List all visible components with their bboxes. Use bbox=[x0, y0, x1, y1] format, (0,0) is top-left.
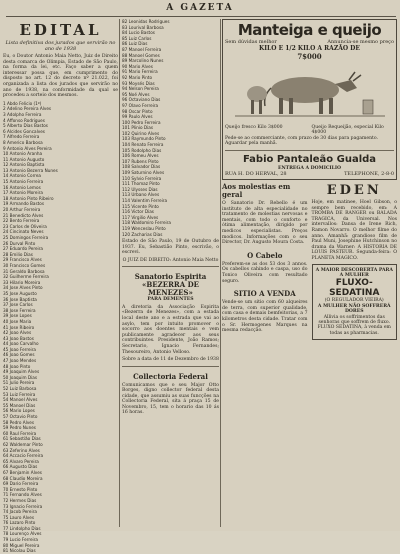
juror-entry: 84 Lucio Bastos bbox=[122, 30, 155, 36]
juror-entry: 70 Ernesto Pinto bbox=[3, 486, 38, 492]
juror-entry: 78 Lourenço Alves bbox=[3, 531, 42, 537]
juror-entry: 111 Thomaz Pinto bbox=[122, 181, 160, 187]
juror-entry: 55 Manoel Dias bbox=[3, 402, 36, 408]
juror-entry: 30 Francisco Gomes bbox=[3, 262, 46, 268]
column-divider bbox=[220, 19, 221, 527]
juror-entry: 87 Manoel Ferreira bbox=[122, 46, 162, 52]
juror-entry: 117 Virgilio Alves bbox=[122, 214, 159, 220]
juror-entry: 82 Leonidas Rodrigues bbox=[122, 19, 170, 24]
juror-entry: 120 Zacharias Dias bbox=[122, 231, 163, 237]
juror-entry: 95 Noé Alves bbox=[122, 91, 150, 97]
cow-illustration-icon bbox=[235, 62, 385, 124]
juror-entry: 19 Armando Bastos bbox=[3, 201, 45, 207]
juror-entry: 32 Guilherme Ferreira bbox=[3, 274, 49, 280]
juror-entry: 60 Raul Ferreira bbox=[3, 430, 37, 436]
juror-entry: 25 Domingos Ferreira bbox=[3, 235, 49, 240]
juror-entry: 46 Joao Gomes bbox=[3, 352, 35, 358]
price-item-name: Queijo Requeijão, especial bbox=[311, 125, 374, 130]
juror-entry: 57 Octavio Pinto bbox=[3, 414, 38, 419]
juror-entry: 93 Moysés Dias bbox=[122, 80, 155, 86]
juror-entry: 11 Antonio Augusto bbox=[3, 156, 45, 162]
juror-entry: 68 Claudio Moreira bbox=[3, 475, 43, 481]
juror-entry: 53 Luiz Ferreira bbox=[3, 391, 36, 397]
price-item-name: Queijo fresco bbox=[225, 125, 256, 130]
juror-entry: 47 Joao Mendes bbox=[3, 358, 37, 364]
juror-entry: 58 Pedro Alves bbox=[3, 419, 35, 425]
flux-ad bbox=[312, 264, 398, 341]
edital-closing: Estado de São Paulo, 19 de Outubro de 1937. Eu, Sebastião Pinto, escrivão, o escrevi. bbox=[122, 239, 219, 256]
juror-entry: 45 Joao Ferreira bbox=[3, 346, 36, 352]
shop-address: RUA H. DO HERVAL, 28 bbox=[225, 171, 287, 178]
juror-list-left bbox=[3, 101, 118, 554]
juror-entry: 112 Ulysses Dias bbox=[122, 186, 158, 192]
manteiga-ad bbox=[222, 19, 397, 180]
price-item-unit: Kilo bbox=[374, 125, 384, 130]
juror-entry: 22 Bento Ferreira bbox=[3, 218, 40, 224]
juror-entry: 16 Antonio Lemos bbox=[3, 184, 41, 190]
juror-entry: 79 Lucio Ferreira bbox=[3, 537, 38, 543]
juror-entry: 110 Sylvio Ferreira bbox=[122, 175, 162, 181]
price-item-unit: Kilo bbox=[257, 125, 267, 130]
juror-entry: 113 Urbano Alves bbox=[122, 192, 160, 198]
juror-entry: 75 Lauro Alves bbox=[3, 514, 34, 520]
juror-entry: 14 Antonio Correa bbox=[3, 173, 41, 179]
juror-entry: 109 Saturnino Alves bbox=[122, 170, 165, 176]
juror-entry: 89 Marcolino Nunes bbox=[122, 58, 164, 64]
juror-entry: 10 Antonio Aranha bbox=[3, 151, 43, 157]
juror-entry: 98 Oscar Pinto bbox=[122, 108, 153, 114]
juror-entry: 61 Sebastião Dias bbox=[3, 436, 41, 442]
juror-entry: 119 Wenceslau Pinto bbox=[122, 225, 166, 231]
juror-entry: 4 Affonso Rodrigues bbox=[3, 117, 45, 123]
manteiga-price-list bbox=[225, 125, 394, 136]
eden-body: Hoje, em matinee, Hoel Gibson, o sempre bem recebido, em: A TROMBA DE RANGER ou BALADA TRAGICA, da Universal. Nos intervallos: Dansa de Irene Rich, Ramon Novarro. O melhor filme do anno. Amanhã: grandioso film de Paul Muni, Josephine Hutchinson no drama da Warner: A HISTORIA DE LOUIS PASTEUR. Segunda-feira: O PLANETA MAGICO. bbox=[311, 200, 397, 261]
juror-entry: 23 Carlos de Oliveira bbox=[3, 223, 47, 229]
juror-entry: 38 Jose Ferreira bbox=[3, 307, 36, 313]
divider bbox=[122, 366, 219, 367]
juror-entry: 76 Lazaro Pinto bbox=[3, 520, 36, 526]
juror-entry: 54 Manoel Alves bbox=[3, 397, 38, 403]
juror-entry: 91 Mario Ferreira bbox=[122, 69, 158, 75]
juror-entry: 80 Miguel Pereira bbox=[3, 542, 40, 548]
divider bbox=[225, 150, 394, 151]
juror-entry: 103 Raymundo Pinto bbox=[122, 136, 166, 142]
edital-signature: O JUIZ DE DIREITO: Antonio Maia Netto bbox=[122, 257, 219, 263]
juror-entry: 71 Fernando Alves bbox=[3, 492, 42, 498]
juror-entry: 35 Jose Augusto bbox=[3, 290, 37, 296]
juror-entry: 81 Nicolau Dias bbox=[3, 548, 36, 554]
juror-entry: 33 Hilario Moreira bbox=[3, 279, 41, 285]
juror-entry: 72 Hermes Dias bbox=[3, 497, 37, 503]
juror-entry: 74 Jacob Pereira bbox=[3, 509, 37, 515]
juror-entry: 6 Alcides Goncalves bbox=[3, 128, 45, 134]
juror-entry: 90 Mario Alves bbox=[122, 63, 153, 69]
juror-entry: 48 Joao Pinto bbox=[3, 363, 31, 369]
juror-entry: 42 Joao Alves bbox=[3, 330, 32, 336]
juror-entry: 116 Victor Dias bbox=[122, 209, 154, 215]
juror-entry: 36 Jose Baptista bbox=[3, 296, 37, 302]
cabelo-title: O Cabelo bbox=[247, 250, 283, 260]
column-middle bbox=[122, 19, 219, 529]
sitio-title: SITIO A VENDA bbox=[233, 289, 296, 299]
price-item-price: 3$000 bbox=[267, 125, 283, 130]
juror-entry: 62 Waldemar Pinto bbox=[3, 441, 43, 447]
lower-ads bbox=[222, 183, 397, 340]
manteiga-right-note: Annuncia-se mesmo preço bbox=[327, 39, 394, 45]
edital-subtitle: Lista definitiva dos jurados que servirão no ano de 1938 bbox=[5, 40, 116, 52]
juror-entry: 86 Luiz Dias bbox=[122, 41, 148, 47]
divider bbox=[122, 266, 219, 267]
juror-entry: 67 Benjamin Alves bbox=[3, 469, 42, 475]
sitio-body: Vende-se um sitio com 60 alqueires de terra, com superior qualidade, com casa e demais bemfeitorias, a 7 kilometros desta cidade. Tratar com o Sr. Hermogenes Marques na mesma redacção. bbox=[222, 300, 308, 334]
delivery-note: ENTREGA A DOMICILIO bbox=[277, 165, 342, 171]
molestias-title: Aos molestias em geral bbox=[222, 182, 291, 200]
juror-entry: 1 Abdo Felicio (1º) bbox=[3, 100, 42, 106]
shop-contact bbox=[225, 171, 394, 177]
juror-entry: 31 Geraldo Barbosa bbox=[3, 268, 45, 274]
masthead: A GAZETA bbox=[166, 3, 234, 13]
juror-entry: 17 Antonio Moreira bbox=[3, 190, 43, 196]
juror-entry: 88 Manoel Gomes bbox=[122, 52, 160, 58]
shop-name: Fabio Pantaleão Gualda bbox=[242, 153, 377, 165]
juror-list-mid bbox=[122, 19, 219, 237]
juror-entry: 27 Eduardo Pereira bbox=[3, 246, 43, 252]
juror-entry: 41 Jose Ribeiro bbox=[3, 324, 35, 330]
flux-top: A MAIOR DESCOBERTA PARA A MULHER bbox=[315, 267, 393, 278]
juror-entry: 34 Jose Alves Pinto bbox=[3, 285, 43, 291]
juror-entry: 44 Joao Carvalho bbox=[3, 341, 39, 347]
manteiga-left-note: Sem dúvidas melhor bbox=[225, 39, 277, 45]
price-item-price: 4$000 bbox=[311, 130, 327, 136]
juror-entry: 66 Augusto Dias bbox=[3, 464, 38, 470]
juror-entry: 85 Luiz Carlos bbox=[122, 35, 152, 41]
price-item bbox=[225, 125, 308, 136]
flux-product: FLUXO-SEDATINA bbox=[329, 278, 380, 299]
juror-entry: 2 Adelino Pereira Alves bbox=[3, 106, 52, 112]
juror-entry: 105 Rodolpho Dias bbox=[122, 147, 162, 153]
juror-entry: 99 Paulo Alves bbox=[122, 114, 153, 120]
collectoria-body: Comunicamos que o seu Major Otto Borges, digno collector federal desta cidade, que assumiu as suas funcções na Collectoria Federal, sita á praça 15 de Novembro, 15, tem o horario das 10 ás 16 horas. bbox=[122, 382, 219, 416]
flux-body: A MULHER NÃO SOFFRERÁ DORES bbox=[317, 303, 391, 315]
manteiga-kilo-price: 7$000 bbox=[297, 52, 322, 61]
juror-entry: 63 Zeferino Alves bbox=[3, 447, 40, 453]
column-edital bbox=[3, 19, 118, 554]
juror-entry: 94 Nelson Pereira bbox=[122, 86, 159, 92]
juror-entry: 97 Olavo Ferreira bbox=[122, 102, 159, 108]
left-ad-column bbox=[222, 183, 308, 340]
juror-entry: 69 Dario Ferreira bbox=[3, 481, 39, 487]
juror-entry: 39 Jose Lopes bbox=[3, 313, 32, 319]
juror-entry: 21 Benedicto Alves bbox=[3, 212, 44, 218]
juror-entry: 104 Renato Ferreira bbox=[122, 142, 164, 148]
juror-entry: 77 Lindolpho Dias bbox=[3, 525, 41, 531]
juror-entry: 107 Rubens Pinto bbox=[122, 158, 159, 164]
header-rule bbox=[6, 16, 396, 17]
juror-entry: 9 Antonio Alves Pereira bbox=[3, 145, 52, 151]
sanatorio-title: Sanatorio Espirita «BEZERRA DE MENEZES» bbox=[134, 272, 207, 298]
juror-entry: 56 Mario Lopes bbox=[3, 408, 35, 414]
juror-entry: 102 Quirino Alves bbox=[122, 130, 160, 136]
juror-entry: 108 Salvador Dias bbox=[122, 164, 161, 170]
juror-entry: 118 Waldomiro Ferreira bbox=[122, 220, 171, 226]
shop-phone: TELEPHONE, 2-8-0 bbox=[344, 171, 394, 178]
juror-entry: 101 Plinio Dias bbox=[122, 125, 154, 131]
juror-entry: 50 Joaquim Dias bbox=[3, 374, 38, 380]
juror-entry: 114 Valentim Ferreira bbox=[122, 198, 168, 203]
juror-entry: 83 Lourival Barbosa bbox=[122, 24, 164, 30]
eden-title: EDEN bbox=[326, 183, 382, 199]
juror-entry: 96 Octaviano Dias bbox=[122, 97, 161, 103]
column-divider bbox=[119, 19, 120, 527]
juror-entry: 29 Francisco Alves bbox=[3, 257, 42, 263]
juror-entry: 51 Julio Pereira bbox=[3, 380, 35, 386]
juror-entry: 59 Pedro Nunes bbox=[3, 425, 36, 431]
juror-entry: 64 Accacio Ferreira bbox=[3, 453, 44, 459]
juror-entry: 20 Arthur Ferreira bbox=[3, 207, 41, 213]
juror-entry: 24 Cincinato Neves bbox=[3, 229, 44, 235]
manteiga-title: Manteiga e queijo bbox=[237, 21, 382, 39]
juror-entry: 7 Alfredo Ferreira bbox=[3, 134, 40, 140]
column-ads bbox=[222, 19, 397, 529]
flux-footer: Allivia os soffrimentos das senhoras que soffrem de fluxo. FLUXO SEDATINA, à venda em todas as pharmacias. bbox=[317, 314, 391, 336]
molestias-body: O Sanatorio Dr. Rebello é um instituto de alta especialidade no tratamento de molestias nervosas e mentais, com todo o conforto e ótima alimentação, dirigido por medicos especialistas. Preços modicos. Informações com o seu Director, Dr. Augusto Moura Costa. bbox=[222, 201, 308, 246]
manteiga-footer: Pede-se ao commerciante, com prazo de 30 dias para pagamento. Aguardar pela manhã. bbox=[225, 135, 379, 147]
collectoria-title: Collectoria Federal bbox=[133, 371, 208, 381]
juror-entry: 52 Luiz Barbosa bbox=[3, 386, 37, 392]
juror-entry: 37 Jose Carlos bbox=[3, 302, 33, 308]
edital-intro: Eu, o Doutor Antonio Maia Netto, Juiz de Direito desta comarca de Olimpia, Estado de São Paulo, na forma da lei, etc. Faço saber a quem interessar possa que, em cumprimento do disposto no art. 12 do decreto nº 21.022, foi organizada a lista dos jurados que servirão no ano de 1938, na conformidade da qual se procedeu a sorteio dos mesmos. bbox=[3, 54, 118, 99]
juror-entry: 28 Emilio Dias bbox=[3, 251, 33, 257]
juror-entry: 3 Adolpho Ferreira bbox=[3, 111, 42, 117]
juror-entry: 15 Antonio Ferreira bbox=[3, 179, 44, 185]
right-ad-column bbox=[312, 183, 398, 340]
juror-entry: 106 Romeu Alves bbox=[122, 153, 159, 159]
juror-entry: 40 Jose Maria bbox=[3, 318, 32, 324]
juror-entry: 100 Pedro Ferreira bbox=[122, 119, 161, 125]
juror-entry: 13 Antonio Bezerra Nunes bbox=[3, 167, 58, 173]
juror-entry: 8 Americo Barbosa bbox=[3, 139, 43, 145]
cabelo-body: Preferem-se as dos 53 dos 3 annos. Os cabellos cahindo e caspa, uso do Tonico Oliveira com resultado seguro. bbox=[222, 261, 308, 284]
manteiga-kilo-line: KILO E 1/2 KILO A RAZÃO DE bbox=[259, 45, 360, 52]
juror-entry: 73 Ignacio Ferreira bbox=[3, 503, 43, 509]
edital-title: EDITAL bbox=[19, 21, 102, 39]
sanatorio-subtitle: PARA DEMENTES bbox=[147, 297, 194, 303]
juror-entry: 26 Durval Pinto bbox=[3, 240, 36, 246]
juror-entry: 12 Antonio Baptista bbox=[3, 162, 45, 168]
price-item bbox=[312, 125, 395, 136]
juror-entry: 5 Alberto Dias Bastos bbox=[3, 123, 48, 129]
juror-entry: 115 Vicente Pinto bbox=[122, 203, 159, 209]
flux-subtitle: (O REGULADOR VIEIRA) bbox=[324, 298, 384, 304]
sanatorio-body: A diretoria da Associação Espirita «Bezerra de Menezes», com a estada local deste ano e a estrada que vai ao asylo, tem por intuito promover o socorro aos doentes mentais e vem publicamente agradecer aos seus contribuintes. Presidente, João Ramos; Secretario, Ignacio Fernandes; Thesoureiro, Antonio Velloso. bbox=[122, 304, 219, 355]
juror-entry: 49 Joaquim Alves bbox=[3, 369, 40, 375]
juror-entry: 18 Antonio Pinto Ribeiro bbox=[3, 195, 54, 201]
juror-entry: 65 Alvaro Pereira bbox=[3, 458, 39, 464]
sanatorio-date: Sobre a data de 11 de Dezembro de 1938 bbox=[122, 357, 219, 363]
juror-entry: 92 Mario Pinto bbox=[122, 74, 153, 80]
juror-entry: 43 Joao Bastos bbox=[3, 335, 34, 341]
